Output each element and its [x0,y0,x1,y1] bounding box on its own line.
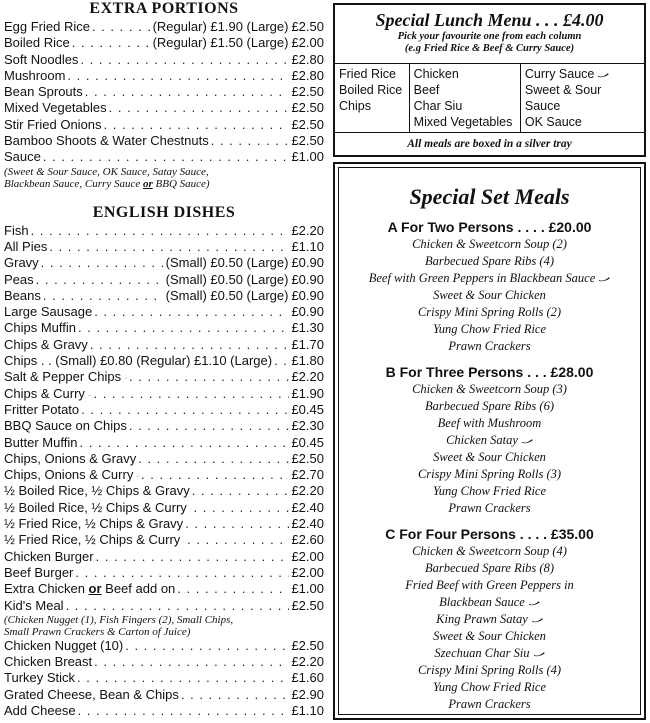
set-meal-item: Sweet & Sour Chicken [433,629,546,643]
item-name: Bamboo Shoots & Water Chestnuts [4,133,209,149]
set-meal-group [339,218,640,355]
item-name: Chicken Nugget (10) [4,637,124,653]
menu-item [4,35,324,51]
lunch-option: Chicken [413,67,459,81]
menu-item [4,19,324,35]
item-name: Egg Fried Rice [4,19,90,34]
item-price: £2.40 [291,516,324,532]
set-meal-item: Beef with Green Peppers in Blackbean Sauce [339,270,640,287]
lunch-option: Fried Rice [339,67,396,81]
item-price: £0.90 [291,304,324,320]
item-name: Chips, Onions & Gravy [4,450,137,466]
item-name: Mushroom [4,67,66,83]
set-meal-item: Blackbean Sauce [339,594,640,611]
special-set-meals-box [333,162,646,720]
menu-item [4,320,324,336]
item-name: Add Cheese [4,702,76,718]
kids-meal-note: (Chicken Nugget (1), Fish Fingers (2), Small Chips, Small Prawn Crackers & Carton of Juice) [4,613,234,638]
lunch-footer: All meals are boxed in a silver tray [407,138,572,150]
item-name: Bean Sprouts [4,84,83,100]
set-meal-item: Barbecued Spare Ribs (8) [424,561,555,575]
lunch-options-table [335,63,644,133]
set-meal-item: Fried Beef with Green Peppers in [405,578,574,592]
lunch-subtitle-2: (e.g Fried Rice & Beef & Curry Sauce) [404,43,575,54]
menu-item [4,703,324,719]
set-meal-item: Chicken & Sweetcorn Soup (2) [412,237,567,251]
item-price: £1.10 [291,238,324,254]
set-meal-item: Sweet & Sour Chicken [433,450,546,464]
item-price: £0.45 [291,401,324,417]
item-name: Beef Burger [4,564,74,580]
chili-icon [598,276,610,282]
set-meal-item: Yung Chow Fried Rice [432,322,547,336]
set-meal-item: Crispy Mini Spring Rolls (2) [417,305,562,319]
lunch-column-meat [409,64,520,133]
set-meal-item: Crispy Mini Spring Rolls (3) [417,467,562,481]
menu-item [4,68,324,84]
menu-item [4,654,324,670]
item-size-options: (Small) £0.50 (Large) [165,255,289,271]
item-name: Turkey Stick [4,670,76,686]
item-name: Fish [4,222,29,238]
set-meal-item: Szechuan Char Siu [339,645,640,662]
item-price: £2.50 [291,84,324,100]
menu-item [4,670,324,686]
item-name: Soft Noodles [4,51,79,67]
item-price: £1.60 [291,670,324,686]
item-name: Beans [4,287,41,303]
menu-item [4,687,324,703]
menu-item [4,133,324,149]
lunch-option: Char Siu [413,99,463,113]
item-price: £0.45 [291,434,324,450]
item-name: BBQ Sauce on Chips [4,418,127,434]
chili-icon [528,600,540,606]
set-meal-item: King Prawn Satay [339,611,640,628]
item-name: Large Sausage [4,304,93,320]
item-name: ½ Fried Rice, ½ Chips & Gravy [4,516,184,532]
menu-item [4,638,324,654]
item-name: Chips, Onions & Curry [4,467,134,483]
item-price: £1.70 [291,336,324,352]
menu-item [4,255,324,271]
extra-portions-list [4,19,324,166]
item-price: £2.50 [291,637,324,653]
item-name: Chips . . (Small) £0.80 (Regular) £1.10 (Large) [4,353,273,369]
menu-item [4,239,324,255]
extra-portions-title: EXTRA PORTIONS [89,0,239,17]
menu-item [4,418,324,434]
item-price: £2.20 [291,369,324,385]
menu-item [4,52,324,68]
set-meal-heading: B For Three Persons . . . £28.00 [385,364,594,380]
special-lunch-menu-box [333,3,646,157]
left-column [4,0,324,719]
item-price: £2.50 [291,100,324,116]
item-price: £0.90 [291,255,324,271]
item-name: Boiled Rice [4,35,70,51]
lunch-title: Special Lunch Menu . . . £4.00 [375,10,604,30]
item-name: Chips & Gravy [4,336,88,352]
item-name: Chips & Curry [4,385,85,401]
item-price: £2.50 [291,597,324,613]
menu-item [4,369,324,385]
set-meal-item: Prawn Crackers [448,697,531,711]
item-price: £0.90 [291,287,324,303]
item-price: £1.80 [291,353,324,369]
set-meal-item: Chicken & Sweetcorn Soup (4) [412,544,567,558]
english-dishes-title: ENGLISH DISHES [92,203,236,221]
menu-item [4,304,324,320]
menu-item [4,467,324,483]
item-size-options: (Regular) £1.90 (Large) [152,19,289,34]
item-price: £2.20 [291,654,324,670]
lunch-option: Curry Sauce [525,66,640,82]
chili-icon [597,72,609,78]
lunch-option: Mixed Vegetables [413,115,513,129]
item-price: £2.60 [291,532,324,548]
item-price: £2.50 [291,116,324,132]
set-meal-item: Yung Chow Fried Rice [432,680,547,694]
chili-icon [88,392,92,398]
item-name: Peas [4,271,34,287]
menu-item [4,386,324,402]
item-name: All Pies [4,238,48,254]
item-price: £2.30 [291,418,324,434]
item-name: Chicken Breast [4,654,93,670]
item-name: Kid's Meal [4,597,64,613]
menu-item [4,149,324,165]
item-price: £1.00 [291,581,324,597]
item-name: ½ Fried Rice, ½ Chips & Curry [4,532,181,548]
menu-item [4,84,324,100]
english-dishes-list-continued [4,638,324,719]
item-price: £2.20 [291,222,324,238]
menu-item [4,288,324,304]
menu-item [4,565,324,581]
item-price: £2.70 [291,467,324,483]
lunch-option: Boiled Rice [339,83,403,97]
item-price: £1.10 [291,702,324,718]
item-name: Gravy [4,255,39,271]
menu-item [4,483,324,499]
chili-icon [521,438,533,444]
item-price: £2.50 [291,450,324,466]
item-name: Salt & Pepper Chips [4,369,122,385]
menu-item [4,223,324,239]
menu-item [4,598,324,614]
set-meal-item: Barbecued Spare Ribs (4) [424,254,555,268]
item-price: £2.20 [291,483,324,499]
item-price: £2.80 [291,67,324,83]
set-meals-title: Special Set Meals [409,184,570,209]
menu-item [4,516,324,532]
set-meal-item: Chicken & Sweetcorn Soup (3) [412,382,567,396]
item-price: £2.00 [291,564,324,580]
item-name: Fritter Potato [4,401,80,417]
menu-item [4,272,324,288]
set-meal-heading: C For Four Persons . . . . £35.00 [385,526,594,542]
menu-item [4,500,324,516]
item-name: Chicken Burger [4,548,94,564]
english-dishes-list [4,223,324,614]
lunch-option: Sweet & Sour Sauce [524,83,602,113]
item-price: £2.00 [291,548,324,564]
chili-icon [531,617,543,623]
item-name: Grated Cheese, Bean & Chips [4,686,179,702]
chili-icon [136,473,139,479]
item-name: Mixed Vegetables [4,100,107,116]
set-meal-heading: A For Two Persons . . . . £20.00 [387,219,592,235]
chili-icon [183,538,185,544]
item-price: £0.90 [291,271,324,287]
item-name: Sauce [4,149,41,165]
item-name: ½ Boiled Rice, ½ Chips & Gravy [4,483,190,499]
chili-icon [533,651,545,657]
item-price: £2.50 [291,19,324,34]
set-meal-item: Barbecued Spare Ribs (6) [424,399,555,413]
set-meal-item: Prawn Crackers [448,339,531,353]
sauce-note: (Sweet & Sour Sauce, OK Sauce, Satay Sauce, Blackbean Sauce, Curry Sauce or BBQ Sauce) [4,165,210,190]
menu-item [4,117,324,133]
set-meal-item: Chicken Satay [339,432,640,449]
set-meal-group [339,363,640,517]
lunch-option: Chips [339,99,371,113]
set-meal-group [339,525,640,713]
chili-icon [124,375,127,381]
item-name: Butter Muffin [4,434,78,450]
menu-item [4,451,324,467]
menu-item [4,337,324,353]
item-size-options: (Regular) £1.50 (Large) [152,35,289,51]
menu-item [4,402,324,418]
menu-item [4,100,324,116]
item-price: £2.40 [291,499,324,515]
item-name: Extra Chicken or Beef add on [4,581,176,597]
item-price: £1.00 [291,149,324,165]
menu-item [4,435,324,451]
menu-item [4,532,324,548]
chili-icon [190,506,192,512]
lunch-option: OK Sauce [524,115,582,129]
set-meal-item: Yung Chow Fried Rice [432,484,547,498]
item-price: £2.80 [291,51,324,67]
lunch-subtitle-1: Pick your favourite one from each column [397,31,582,42]
item-name: Chips Muffin [4,320,77,336]
set-meal-item: Sweet & Sour Chicken [433,288,546,302]
item-price: £2.90 [291,686,324,702]
item-name: Stir Fried Onions [4,116,102,132]
item-name: ½ Boiled Rice, ½ Chips & Curry [4,499,187,515]
item-size-options: (Small) £0.50 (Large) [165,287,289,303]
menu-item [4,549,324,565]
lunch-column-sauce [520,64,644,133]
menu-item [4,581,324,597]
item-size-options: (Small) £0.50 (Large) [165,271,289,287]
set-meal-item: Beef with Mushroom [437,416,542,430]
set-meal-item: Prawn Crackers [448,501,531,515]
lunch-column-base [335,64,409,133]
item-price: £2.50 [291,133,324,149]
lunch-option: Beef [413,83,440,97]
menu-item [4,353,324,369]
set-meal-item: Crispy Mini Spring Rolls (4) [417,663,562,677]
item-price: £1.90 [291,385,324,401]
item-price: £1.30 [291,320,324,336]
item-price: £2.00 [291,35,324,51]
